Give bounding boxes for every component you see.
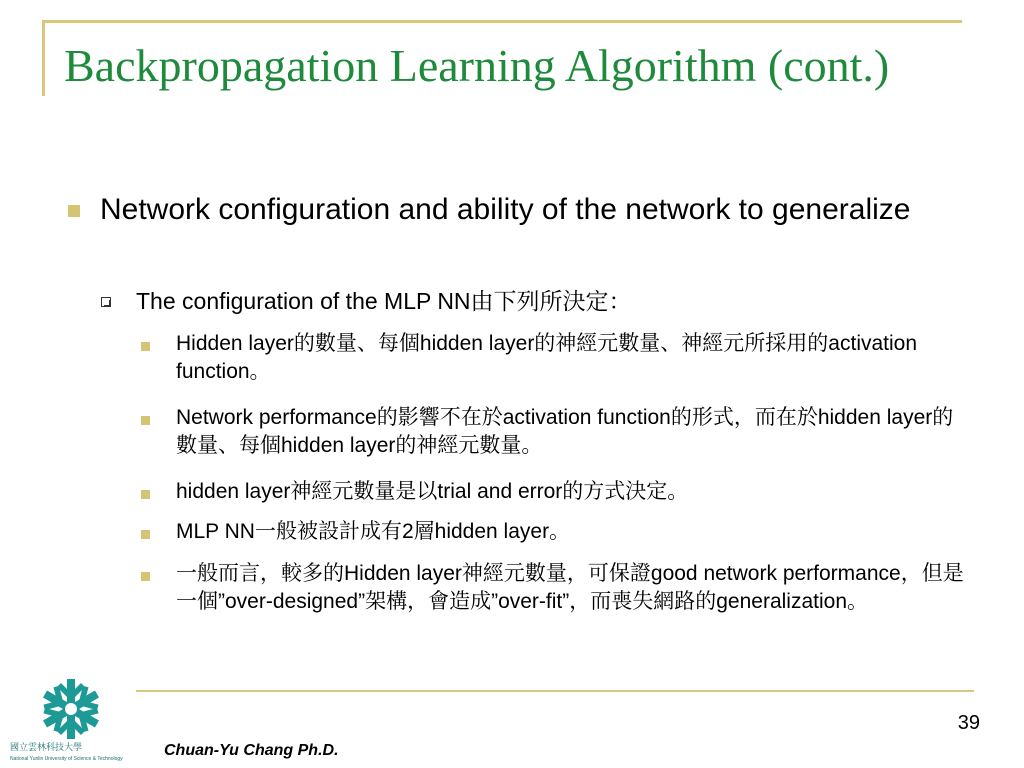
page-number: 39 xyxy=(957,712,980,734)
frame-top-rule xyxy=(42,20,962,23)
bullet-text-level3: Network performance的影響不在於activation function的形式，而在於hidden layer的數量、每個hidden layer的神經元數量。 xyxy=(176,406,954,457)
bullet-text-level3: MLP NN一般被設計成有2層hidden layer。 xyxy=(176,520,571,543)
slide-title: Backpropagation Learning Algorithm (cont.) xyxy=(64,40,890,91)
bullet-text-level3: hidden layer神經元數量是以trial and error的方式決定。 xyxy=(176,480,689,503)
bullet-square-icon xyxy=(141,342,150,351)
snowflake-emblem-icon xyxy=(34,676,108,742)
bullet-text-level3: 一般而言，較多的Hidden layer神經元數量，可保證good network performance，但是一個”over-designed”架構，會造成”over-fit”，而喪失網路的generalization。 xyxy=(176,562,964,613)
bullet-square-icon xyxy=(68,205,80,217)
university-english-name: National Yunlin University of Science & Technology xyxy=(10,756,123,762)
bullet-text-level3: Hidden layer的數量、每個hidden layer的神經元數量、神經元所採用的activation function。 xyxy=(176,332,918,383)
bullet-square-icon xyxy=(141,416,150,425)
bullet-checkbox-icon xyxy=(101,297,111,307)
frame-left-rule xyxy=(42,20,45,96)
bullet-text-level2: The configuration of the MLP NN由下列所決定： xyxy=(136,288,632,314)
footer-rule xyxy=(136,690,974,692)
bullet-square-icon xyxy=(141,572,150,581)
bullet-text-level1: Network configuration and ability of the network to generalize xyxy=(100,193,911,226)
bullet-square-icon xyxy=(141,490,150,499)
bullet-square-icon xyxy=(141,530,150,539)
university-name: 國立雲林科技大學 xyxy=(10,742,83,752)
author-name: Chuan-Yu Chang Ph.D. xyxy=(164,742,339,759)
